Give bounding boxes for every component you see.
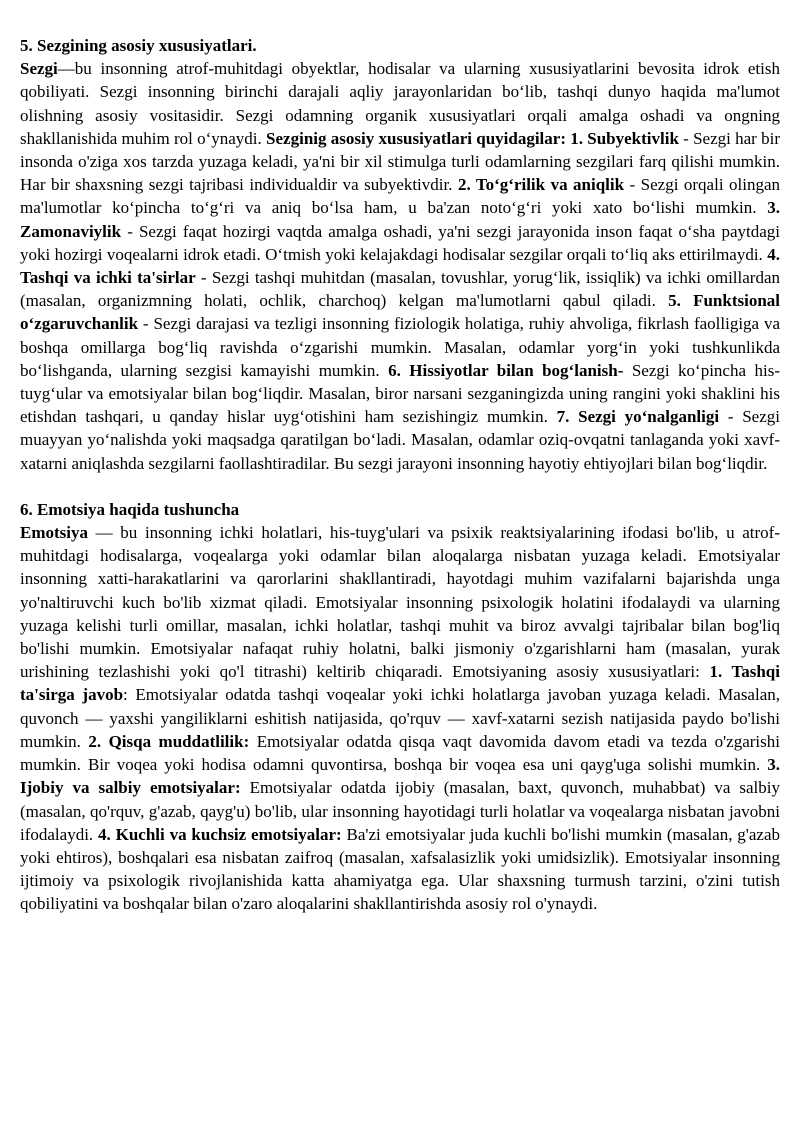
text-run: —bu insonning atrof-muhitdagi obyektlar, hodisalar va ularning xususiyatlarini bevosita idrok etish qobiliyati. Sezgi insonning birinchi darajali aqliy jarayonlaridan bo‘lib, tashqi dunyo haqida ma'lumot olishning asosiy vositasidir. Sezgi odamning organik xususiyatlari orqali amalga oshadi va ongning shakllanishida muhim rol o‘ynaydi. <box>20 59 780 148</box>
section-title: 6. Emotsiya haqida tushuncha <box>20 499 240 519</box>
text-run: : Emotsiyalar odatda tashqi voqealar yoki ichki holatlarga javoban yuzaga keladi. Masalan, quvonch — yaxshi yangiliklarni eshitish natijasida, qo'rquv — xavf-xatarni sezish natijasida paydo bo'lishi mumkin. <box>20 685 780 751</box>
bold-phrase: 4. Tashqi va ichki ta'sirlar <box>20 244 780 288</box>
section-sensation <box>20 34 780 475</box>
text-run: - Sezgi har bir insonda o'ziga xos tarzda yuzaga keladi, ya'ni bir xil stimulga turli odamlarning sezgilari farq qilishi mumkin. Har bir shaxsning sezgi tajribasi individualdir va subyektivdir. <box>20 128 780 195</box>
bold-phrase: 7. Sezgi yo‘nalganligi <box>556 407 720 427</box>
bold-phrase: Sezgi <box>20 59 58 79</box>
text-run: - Sezgi darajasi va tezligi insonning fiziologik holatiga, ruhiy ahvoliga, fikrlash faolligiga va boshqa omillarga bog‘liq ravishda o‘zgarishi mumkin. Masalan, odamlar yorg‘in yoki tushkunlikda bo‘lishganda, ularning sezgisi kamayishi mumkin. <box>20 314 780 380</box>
text-run: - Sezgi faqat hozirgi vaqtda amalga oshadi, ya'ni sezgi jarayonida inson faqat o‘sha paytdagi yoki hozirgi voqealarni idrok etadi. O‘tmish yoki kelajakdagi hodisalar sezgilar orqali to‘liq aks ettirilmaydi. <box>20 221 780 264</box>
bold-phrase: 2. To‘g‘rilik va aniqlik <box>457 175 625 195</box>
section-title: 5. Sezgining asosiy xususiyatlari. <box>20 36 257 55</box>
bold-phrase: 2. Qisqa muddatlilik: <box>88 731 250 751</box>
text-run: Ba'zi emotsiyalar juda kuchli bo'lishi mumkin (masalan, g'azab yoki ehtiros), boshqalari esa nisbatan zaifroq (masalan, xafsalasizlik yoki umidsizlik). Emotsiyalar insonning ijtimoiy va psixologik rivojlanishida katta ahamiyatga ega. Ular shaxsning turmush tarzini, o'zini tutish qobiliyatini va boshqalar bilan o'zaro aloqalarini shakllantirishda asosiy rol o'ynaydi. <box>20 824 781 914</box>
section-emotion <box>20 498 780 916</box>
text-run: Sezgi ko‘pincha his-tuyg‘ular va emotsiyalar bilan bog‘liqdir. Masalan, biror narsani sezganingizda uning rangini yoki shaklini his etishdan tashqari, u qanday hislar uyg‘otishini ham sezishingiz mumkin. <box>20 360 780 427</box>
bold-phrase: 1. Tashqi ta'sirga javob <box>20 662 780 705</box>
text-run: - Sezgi orqali olingan ma'lumotlar ko‘pincha to‘g‘ri va aniq bo‘lsa ham, u ba'zan noto‘g‘ri yoki xato bo‘lishi mumkin. <box>20 175 781 218</box>
section-body <box>20 521 780 915</box>
bold-phrase: 4. Kuchli va kuchsiz emotsiyalar: <box>98 824 342 844</box>
bold-phrase: Emotsiya <box>20 523 88 543</box>
text-run: Emotsiyalar odatda qisqa vaqt davomida davom etadi va tezda o'zgarishi mumkin. Bir voqea yoki hodisa odamni quvontirsa, boshqa bir voqea esa uni qayg'uga solishi mumkin. <box>20 731 780 775</box>
text-run: — bu insonning ichki holatlari, his-tuyg'ulari va psixik reaktsiyalarining ifodasi bo'lib, u atrof-muhitdagi hodisalarga, voqealarga yoki odamlar bilan aloqalarga nisbatan yuzaga keladi. Emotsiyalar insonning xatti-harakatlarini va qarorlarini shakllantiradi, hayotdagi muhim vazifalarni bajarishda unga yo'naltiruvchi kuch bo'lib xizmat qiladi. Emotsiyalar insonning psixologik holatini ifodalaydi va ularning yuzaga kelishi turli omillar, masalan, ichki holatlar, tashqi muhit va biroz avvalgi tajribalar bilan bog'liq bo'lishi mumkin. Emotsiyalar nafaqat ruhiy holatni, balki jismoniy o'zgarishlarni ham (masalan, yurak urishining tezlashishi yoki qo'l titrashi) keltirib chiqaradi. Emotsiyaning asosiy xususiyatlari: <box>20 523 780 682</box>
bold-phrase: 5. Funktsional o‘zgaruvchanlik <box>20 291 780 334</box>
section-body <box>20 57 780 475</box>
bold-phrase: 6. Hissiyotlar bilan bog‘lanish- <box>388 360 624 380</box>
bold-phrase: Sezginig asosiy xususiyatlari quyidagilar: 1. Subyektivlik <box>266 128 679 148</box>
document-page <box>20 34 780 916</box>
text-run: Emotsiyalar odatda ijobiy (masalan, baxt, quvonch, muhabbat) va salbiy (masalan, qo'rquv, g'azab, qayg'u) bo'lib, ular insonning hayotidagi turli holatlar va voqealarga nisbatan javobni ifodalaydi. <box>20 778 780 844</box>
bold-phrase: 3. Zamonaviylik <box>20 198 780 241</box>
text-run: - Sezgi tashqi muhitdan (masalan, tovushlar, yorug‘lik, issiqlik) va ichki omillardan (masalan, organizmning holati, ochlik, charchoq) kelgan ma'lumotlarni qabul qiladi. <box>20 268 780 311</box>
bold-phrase: 3. Ijobiy va salbiy emotsiyalar: <box>20 755 780 798</box>
text-run: - Sezgi muayyan yo‘nalishda yoki maqsadga qaratilgan bo‘ladi. Masalan, odamlar oziq-ovqatni tanlaganda yoki xavf-xatarni aniqlashda sezgilarni faollashtiradilar. Bu sezgi jarayoni insonning hayotiy ehtiyojlari bilan bog‘liqdir. <box>20 407 780 473</box>
